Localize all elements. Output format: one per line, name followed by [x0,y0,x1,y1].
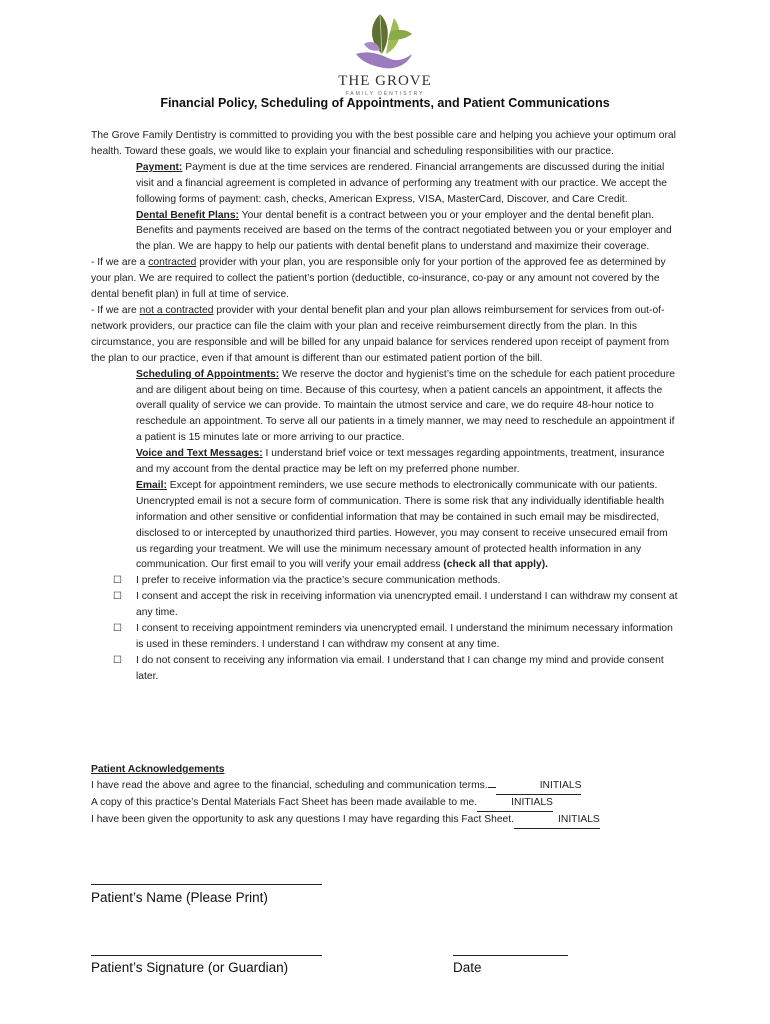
initials-field[interactable]: INITIALS [514,812,600,829]
contracted-prefix: - If we are a [91,257,149,269]
email-consent-options [91,573,681,684]
voice-text: I understand brief voice or text messages regarding appointments, treatment, insurance and my account from the dental practice may be left on my preferred phone number. [136,448,665,476]
consent-option-label: I consent and accept the risk in receiving information via unencrypted email. I understand I can withdraw my consent at any time. [136,591,678,619]
checkbox[interactable]: ☐ [113,575,122,587]
dental-benefit-heading: Dental Benefit Plans: [136,209,239,221]
email-section [91,478,681,573]
contracted-text: provider with your plan, you are responsible only for your portion of the approved fee as determined by your plan. We are required to collect the patient’s portion (deductible, co-insurance, co-pay or any amount not covered by the dental benefit plan) in full at time of service. [91,257,666,301]
grove-leaf-hand-icon [350,10,420,72]
acknowledgements-section [91,762,681,829]
initials-field[interactable]: INITIALS [496,778,582,795]
consent-option-label: I do not consent to receiving any information via email. I understand that I can change my mind and provide consent later. [136,654,664,682]
scheduling-section [91,367,681,447]
contracted-paragraph [91,255,681,303]
logo-subtitle: FAMILY DENTISTRY [345,91,425,97]
date-label: Date [453,960,482,975]
signature-line[interactable] [91,955,322,956]
logo-name: THE GROVE [338,73,432,89]
payment-heading: Payment: [136,161,183,173]
email-heading: Email: [136,479,167,491]
contracted-word: contracted [148,257,197,269]
not-contracted-prefix: - If we are [91,304,140,316]
dental-benefit-section [91,208,681,256]
date-line[interactable] [453,955,568,956]
not-contracted-text: provider with your dental benefit plan and your plan allows reimbursement for services from out-of-network providers, our practice can file the claim with your plan and receive reimbursement directly from the plan. In this circumstance, you are responsible and will be billed for any unpaid balance for services rendered upon receipt of payment from the plan to our practice, even if that amount is different than our estimated patient portion of the bill. [91,304,670,364]
consent-option [91,573,681,589]
check-all-note: (check all that apply). [443,559,549,571]
checkbox[interactable]: ☐ [113,591,122,603]
voice-heading: Voice and Text Messages: [136,448,263,460]
initials-field[interactable]: INITIALS [477,795,553,812]
payment-text: Payment is due at the time services are rendered. Financial arrangements are discussed during the initial visit and a financial agreement is completed in advance of performing any treatment with our practice. We accept the following forms of payment: cash, checks, American Express, VISA, MasterCard, Discover, and Care Credit. [136,161,667,205]
ack-line-text: A copy of this practice’s Dental Materials Fact Sheet has been made available to me. [91,796,478,808]
consent-option-label: I consent to receiving appointment reminders via unencrypted email. I understand the minimum necessary information is used in these reminders. I understand I can withdraw my consent at any time. [136,623,673,650]
ack-line-text: I have read the above and agree to the financial, scheduling and communication terms. [91,779,488,791]
document-title: Financial Policy, Scheduling of Appointments, and Patient Communications [160,96,610,110]
ack-line [91,778,681,795]
dental-benefit-text: Your dental benefit is a contract between you or your employer and the dental benefit plan. Benefits and payments received are based on the terms of the contract negotiated between you or your employer and the plan. We are happy to help our patients with dental benefit plans to understand and maximize their coverage. [136,209,672,253]
consent-option [91,589,681,621]
name-signature-line[interactable] [91,884,322,885]
scheduling-heading: Scheduling of Appointments: [136,368,280,380]
checkbox[interactable]: ☐ [113,623,122,635]
patient-signature-label: Patient’s Signature (or Guardian) [91,960,289,975]
hand-shape [356,52,412,68]
consent-option-label: I prefer to receive information via the practice’s secure communication methods. [136,575,501,587]
checkbox[interactable]: ☐ [113,654,122,666]
acknowledgements-heading: Patient Acknowledgements [91,764,225,775]
consent-option [91,621,681,653]
intro-paragraph: The Grove Family Dentistry is committed to providing you with the best possible care and helping you achieve your optimum oral health. Toward these goals, we would like to explain your financial and scheduling responsibilities with our practice. [91,130,676,157]
consent-option [91,653,681,685]
ack-line-text: I have been given the opportunity to ask any questions I may have regarding this Fact Sheet. [91,813,515,825]
ack-line [91,812,681,829]
practice-logo [335,10,435,102]
voice-section [91,446,681,478]
policy-body [91,128,681,685]
scheduling-text: We reserve the doctor and hygienist’s time on the schedule for each patient procedure and are diligent about being on time. Because of this courtesy, when a patient cancels an appointment, it affects the overall quality of service we can provide. To maintain the utmost service and care, we do require 48-hour notice to reschedule an appointment. To serve all our patients in a timely manner, we may need to reschedule an appointment if a patient is 15 minutes late or more arriving to our practice. [136,368,675,444]
email-text: Except for appointment reminders, we use secure methods to electronically communicate with our patients. Unencrypted email is not a secure form of communication. There is some risk that any individually identifiable health information and other sensitive or confidential information that may be contained in such email may be misdirected, disclosed to or intercepted by unauthorized third parties. However, you may consent to receive unsecured email from us regarding your treatment. We will use the minimum necessary amount of protected health information in any communication. Our first email to you will verify your email address [136,479,668,571]
patient-name-label: Patient’s Name (Please Print) [91,890,268,905]
payment-section [91,160,681,208]
ack-line [91,795,681,812]
not-contracted-word: not a contracted [139,304,214,316]
not-contracted-paragraph [91,303,681,367]
